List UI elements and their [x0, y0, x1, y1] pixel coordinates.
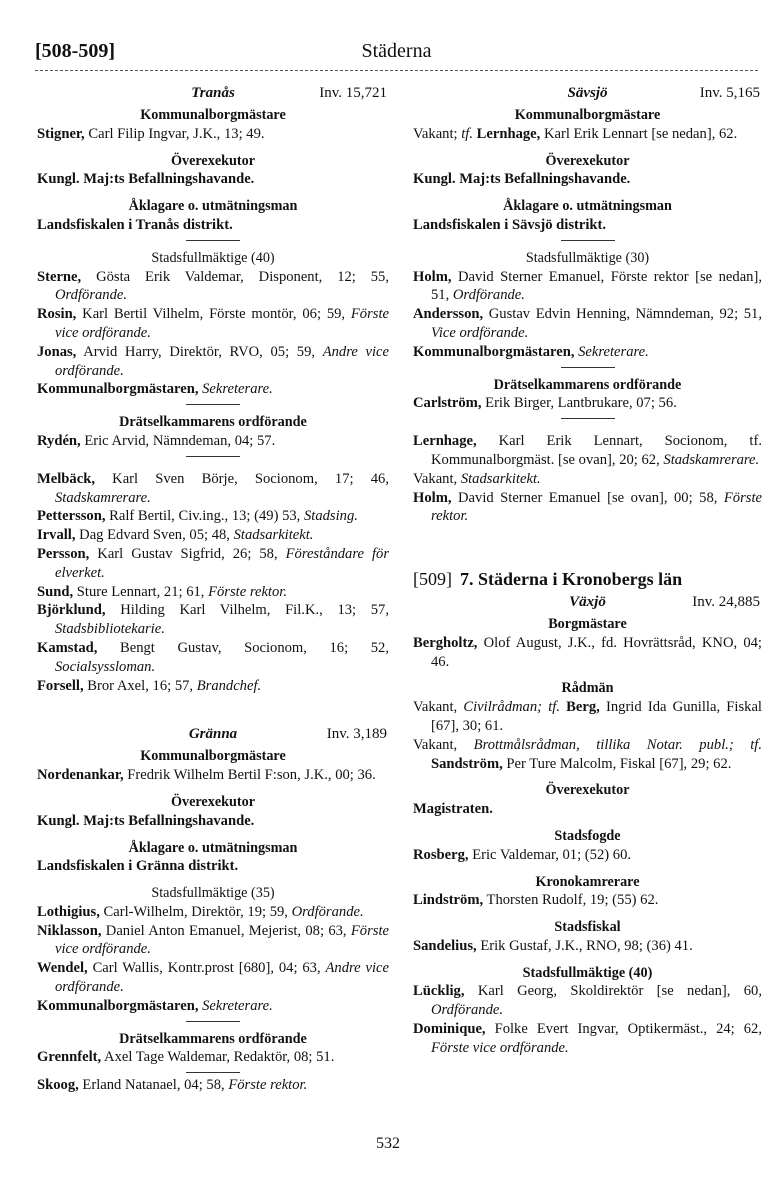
section-number: [509]	[413, 569, 452, 590]
heading: Åklagare o. utmätningsman	[128, 198, 298, 215]
heading: Överexekutor	[170, 793, 256, 810]
entry: Rosberg, Eric Valdemar, 01; (52) 60.	[413, 846, 632, 863]
entry: Irvall, Dag Edvard Sven, 05; 48, Stadsarkitekt.	[37, 527, 314, 544]
entry: Carlström, Erik Birger, Lantbrukare, 07; 56.	[413, 395, 677, 412]
entry: Sandelius, Erik Gustaf, J.K., RNO, 98; (36) 41.	[413, 937, 693, 954]
entry: Forsell, Bror Axel, 16; 57, Brandchef.	[37, 677, 262, 694]
entry: Lothigius, Carl-Wilhelm, Direktör, 19; 59, Ordförande.	[37, 903, 364, 920]
header-rule	[35, 70, 758, 71]
entry: Holm, David Sterner Emanuel, Förste rektor [se nedan], 51, Ordförande.	[413, 268, 762, 304]
entry: Kamstad, Bengt Gustav, Socionom, 16; 52, Socialsyssloman.	[37, 639, 389, 675]
entry: Vakant; tf. Lernhage, Karl Erik Lennart [se nedan], 62.	[413, 125, 738, 142]
town-name: Sävsjö	[567, 85, 608, 101]
entry: Kungl. Maj:ts Befallningshavande.	[37, 812, 255, 829]
heading: Rådmän	[561, 680, 614, 697]
entry: Sterne, Gösta Erik Valdemar, Disponent, 12; 55, Ordförande.	[37, 268, 389, 304]
entry: Vakant, Brottmålsrådman, tillika Notar. publ.; tf. Sandström, Per Ture Malcolm, Fiskal [67], 29; 62.	[413, 736, 762, 772]
entry: Vakant, Stadsarkitekt.	[413, 470, 541, 487]
separator	[186, 404, 240, 405]
town-header-vaxjo	[413, 593, 762, 615]
town-name: Gränna	[188, 726, 238, 743]
entry: Niklasson, Daniel Anton Emanuel, Mejerist, 08; 63, Förste vice ordförande.	[37, 922, 389, 958]
entry: Kungl. Maj:ts Befallningshavande.	[413, 171, 631, 188]
heading: Stadsfiskal	[554, 919, 621, 936]
running-title: Städerna	[361, 40, 432, 62]
heading: Åklagare o. utmätningsman	[503, 198, 672, 215]
entry: Skoog, Erland Natanael, 04; 58, Förste rektor.	[37, 1077, 308, 1094]
heading: Överexekutor	[545, 782, 630, 799]
entry: Landsfiskalen i Tranås distrikt.	[37, 216, 233, 233]
entry: Persson, Karl Gustav Sigfrid, 26; 58, Föreståndare för elverket.	[37, 545, 389, 581]
heading: Kommunalborgmästare	[514, 107, 661, 123]
town-header-tranas	[37, 84, 389, 106]
left-column	[37, 80, 389, 1095]
entry: Lernhage, Karl Erik Lennart, Socionom, tf. Kommunalborgmäst. [se ovan], 20; 62, Stadskamrerare.	[413, 433, 762, 468]
entry: Grennfelt, Axel Tage Waldemar, Redaktör, 08; 51.	[37, 1049, 335, 1066]
town-population: Inv. 15,721	[319, 85, 387, 101]
page-range: [508-509]	[35, 40, 115, 62]
heading: Åklagare o. utmätningsman	[128, 839, 298, 856]
entry: Kommunalborgmästaren, Sekreterare.	[413, 343, 649, 360]
entry: Melbäck, Karl Sven Börje, Socionom, 17; 46, Stadskamrerare.	[37, 470, 389, 506]
entry: Holm, David Sterner Emanuel [se ovan], 00; 58, Förste rektor.	[413, 489, 762, 525]
heading: Drätselkammarens ordförande	[119, 1030, 307, 1047]
separator	[561, 240, 615, 241]
heading: Stadsfullmäktige (30)	[525, 249, 650, 266]
town-population: Inv. 24,885	[692, 593, 760, 610]
separator	[561, 367, 615, 368]
separator	[186, 456, 240, 457]
entry: Björklund, Hilding Karl Vilhelm, Fil.K., 13; 57, Stadsbibliotekarie.	[37, 602, 389, 638]
separator	[186, 1021, 240, 1022]
heading: Stadsfullmäktige (35)	[151, 885, 275, 902]
page-number: 532	[376, 1135, 400, 1152]
heading: Kommunalborgmästare	[140, 107, 286, 123]
heading: Stadsfogde	[554, 827, 621, 844]
town-population: Inv. 3,189	[326, 726, 387, 743]
entry: Dominique, Folke Evert Ingvar, Optikermäst., 24; 62, Förste vice ordförande.	[413, 1021, 762, 1056]
heading: Kommunalborgmästare	[140, 748, 286, 765]
heading: Överexekutor	[170, 152, 256, 169]
entry: Wendel, Carl Wallis, Kontr.prost [680], 04; 63, Andre vice ordförande.	[37, 960, 390, 996]
town-population: Inv. 5,165	[699, 85, 760, 101]
entry: Landsfiskalen i Gränna distrikt.	[37, 858, 239, 875]
section-heading	[413, 570, 762, 589]
entry: Lindström, Thorsten Rudolf, 19; (55) 62.	[413, 892, 659, 909]
entry: Sund, Sture Lennart, 21; 61, Förste rektor.	[37, 583, 287, 600]
entry: Stigner, Carl Filip Ingvar, J.K., 13; 49.	[37, 125, 265, 142]
separator	[186, 1072, 240, 1073]
heading: Drätselkammarens ordförande	[119, 414, 307, 431]
town-header-granna	[37, 725, 389, 747]
town-name: Växjö	[569, 593, 606, 610]
heading: Borgmästare	[548, 615, 627, 632]
entry: Andersson, Gustav Edvin Henning, Nämndeman, 92; 51, Vice ordförande.	[413, 306, 762, 341]
entry: Rosin, Karl Bertil Vilhelm, Förste montör, 06; 59, Förste vice ordförande.	[37, 306, 389, 341]
entry: Pettersson, Ralf Bertil, Civ.ing., 13; (49) 53, Stadsing.	[37, 508, 358, 525]
page-header	[35, 40, 758, 70]
entry: Rydén, Eric Arvid, Nämndeman, 04; 57.	[37, 432, 276, 449]
entry: Kungl. Maj:ts Befallningshavande.	[37, 171, 255, 188]
entry: Lücklig, Karl Georg, Skoldirektör [se nedan], 60, Ordförande.	[413, 983, 762, 1019]
heading: Kronokamrerare	[535, 873, 640, 890]
section-title: 7. Städerna i Kronobergs län	[460, 569, 683, 590]
separator	[186, 240, 240, 241]
entry: Nordenankar, Fredrik Wilhelm Bertil F:son, J.K., 00; 36.	[37, 767, 376, 784]
entry: Landsfiskalen i Sävsjö distrikt.	[413, 216, 607, 233]
heading: Överexekutor	[545, 152, 630, 169]
entry: Bergholtz, Olof August, J.K., fd. Hovrättsråd, KNO, 04; 46.	[413, 634, 762, 670]
entry: Vakant, Civilrådman; tf. Berg, Ingrid Ida Gunilla, Fiskal [67], 30; 61.	[413, 699, 762, 734]
entry: Kommunalborgmästaren, Sekreterare.	[37, 381, 273, 398]
heading: Stadsfullmäktige (40)	[522, 964, 653, 981]
heading: Stadsfullmäktige (40)	[151, 249, 275, 266]
town-name: Tranås	[191, 85, 235, 101]
town-header-savsjo	[413, 84, 762, 106]
heading: Drätselkammarens ordförande	[493, 376, 682, 393]
entry: Jonas, Arvid Harry, Direktör, RVO, 05; 59, Andre vice ordförande.	[37, 343, 390, 379]
right-column	[413, 80, 762, 1058]
separator	[561, 418, 615, 419]
entry: Kommunalborgmästaren, Sekreterare.	[37, 997, 273, 1014]
entry: Magistraten.	[413, 801, 493, 818]
